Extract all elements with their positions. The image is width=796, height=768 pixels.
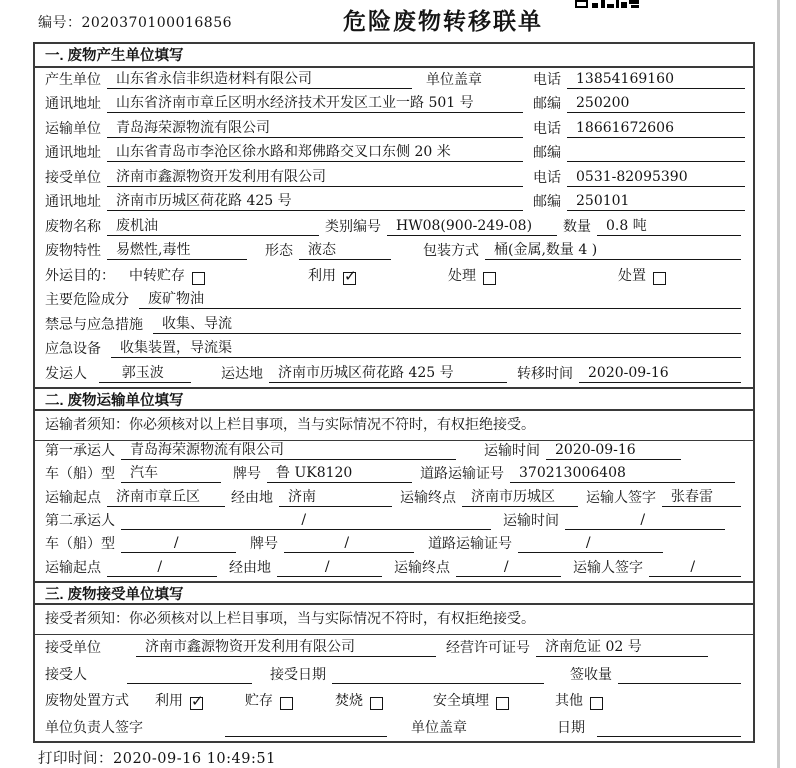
vehicle-type-label-2: 车（船）型 xyxy=(45,536,115,553)
doc-number-value: 2020370100016856 xyxy=(81,15,233,31)
qr-code-fragment xyxy=(575,0,639,10)
transfer-time-value: 2020-09-16 xyxy=(579,365,741,383)
receiver-label: 接受单位 xyxy=(45,169,101,186)
waste-form-label: 形态 xyxy=(265,243,293,259)
unit-stamp-label: 单位盖章 xyxy=(426,71,482,88)
disposal-option-storage-label: 贮存 xyxy=(245,693,273,710)
receiver-phone-label: 电话 xyxy=(533,169,561,186)
hazard-label: 主要危险成分 xyxy=(45,292,129,308)
transporter-zip-value xyxy=(567,144,745,162)
disposal-incinerate-checkbox xyxy=(370,697,383,710)
row-producer xyxy=(35,68,753,93)
row-hazard-components xyxy=(35,289,753,314)
row-vehicle-1 xyxy=(35,464,753,487)
row-shipper xyxy=(35,362,753,387)
route-origin-value-2: / xyxy=(107,559,217,577)
producer-value: 山东省永信非织造材料有限公司 xyxy=(107,71,412,89)
row-first-carrier xyxy=(35,441,753,464)
destination-label: 运达地 xyxy=(221,365,263,382)
second-carrier-label: 第二承运人 xyxy=(45,513,115,530)
transporter-phone-value: 18661672606 xyxy=(567,120,745,138)
taboo-label: 禁忌与应急措施 xyxy=(45,316,143,333)
receiver-notice-text: 接受者须知：你必须核对以上栏目事项，当与实际情况不符时，有权拒绝接受。 xyxy=(45,610,535,627)
transporter-address-value: 山东省青岛市李沧区徐水路和郑佛路交叉口东侧 20 米 xyxy=(107,144,523,162)
purpose-dispose-checkbox xyxy=(653,272,666,285)
route-end-label-1: 运输终点 xyxy=(400,489,456,506)
road-permit-value-1: 370213006408 xyxy=(510,465,735,483)
taboo-value: 收集、导流 xyxy=(153,316,741,334)
packing-value: 桶(金属,数量 4 ) xyxy=(485,242,741,260)
row-waste-props xyxy=(35,240,753,265)
plate-value-1: 鲁 UK8120 xyxy=(267,465,412,483)
disposal-option-incinerate-label: 焚烧 xyxy=(335,693,363,710)
route-via-value-2: / xyxy=(277,559,382,577)
road-permit-value-2: / xyxy=(518,535,663,553)
purpose-use-checkbox xyxy=(343,272,356,285)
purpose-option-dispose xyxy=(618,268,666,285)
purpose-option-dispose-label: 处置 xyxy=(618,267,646,284)
page-edge-line xyxy=(777,0,780,768)
waste-category-value: HW08(900-249-08) xyxy=(387,218,557,236)
row-transfer-purpose xyxy=(35,264,753,289)
row-receiver xyxy=(35,166,753,191)
purpose-option-storage xyxy=(129,268,205,285)
producer-phone-label: 电话 xyxy=(533,71,561,88)
transporter-label: 运输单位 xyxy=(45,120,101,137)
received-qty-value xyxy=(618,666,741,684)
destination-value: 济南市历城区荷花路 425 号 xyxy=(269,365,507,383)
license-label: 经营许可证号 xyxy=(446,640,530,657)
row-accept-unit xyxy=(35,635,753,662)
row-route-1 xyxy=(35,487,753,510)
transport-time-value-2: / xyxy=(565,512,725,530)
transporter-phone-label: 电话 xyxy=(533,120,561,137)
shipper-value: 郭玉波 xyxy=(99,365,191,383)
carrier-sign-label-1: 运输人签字 xyxy=(586,489,656,506)
transfer-form-table xyxy=(33,42,755,743)
purpose-option-use-label: 利用 xyxy=(308,267,336,284)
doc-number xyxy=(38,12,232,32)
waste-props-value: 易燃性,毒性 xyxy=(107,242,247,260)
waste-qty-value: 0.8 吨 xyxy=(597,218,741,236)
row-receiver-notice xyxy=(35,605,753,635)
purpose-treat-checkbox xyxy=(483,272,496,285)
waste-name-value: 废机油 xyxy=(107,218,319,236)
vehicle-type-value-1: 汽车 xyxy=(121,465,221,483)
disposal-landfill-checkbox xyxy=(496,697,509,710)
shipper-label: 发运人 xyxy=(45,365,87,382)
disposal-option-use-label: 利用 xyxy=(155,693,183,710)
route-end-label-2: 运输终点 xyxy=(394,559,450,576)
route-origin-value-1: 济南市章丘区 xyxy=(107,489,225,507)
transporter-notice-text: 运输者须知：你必须核对以上栏目事项，当与实际情况不符时，有权拒绝接受。 xyxy=(45,416,535,433)
first-carrier-label: 第一承运人 xyxy=(45,442,115,459)
route-via-label-2: 经由地 xyxy=(229,559,271,576)
purpose-label: 外运目的： xyxy=(45,267,115,284)
emergency-equipment-value: 收集装置，导流渠 xyxy=(111,340,741,358)
row-transporter xyxy=(35,117,753,142)
responsible-sign-label: 单位负责人签字 xyxy=(45,719,143,736)
section-1-header: 一. 废物产生单位填写 xyxy=(35,44,753,68)
transporter-address-label: 通讯地址 xyxy=(45,145,101,161)
accept-unit-label: 接受单位 xyxy=(45,640,101,657)
road-permit-label-1: 道路运输证号 xyxy=(420,466,504,483)
section-3-header: 三. 废物接受单位填写 xyxy=(35,581,753,605)
purpose-option-treat xyxy=(448,268,496,285)
sign-date-value xyxy=(597,719,741,737)
row-disposal-method xyxy=(35,688,753,715)
route-via-label-1: 经由地 xyxy=(231,489,273,506)
row-route-2 xyxy=(35,557,753,580)
waste-qty-label: 数量 xyxy=(563,218,591,235)
route-via-value-1: 济南 xyxy=(279,489,392,507)
waste-props-label: 废物特性 xyxy=(45,243,101,259)
disposal-option-landfill xyxy=(433,693,509,710)
accept-unit-value: 济南市鑫源物资开发利用有限公司 xyxy=(136,639,436,657)
disposal-option-storage xyxy=(245,693,293,710)
print-time: 打印时间：2020-09-16 10:49:51 xyxy=(38,751,276,767)
road-permit-label-2: 道路运输证号 xyxy=(428,536,512,553)
page-title: 危险废物转移联单 xyxy=(343,8,543,34)
producer-phone-value: 13854169160 xyxy=(567,71,745,89)
received-qty-label: 签收量 xyxy=(570,666,612,683)
transport-time-value-1: 2020-09-16 xyxy=(546,442,681,460)
receiver-zip-label: 邮编 xyxy=(533,194,561,210)
route-origin-label-1: 运输起点 xyxy=(45,489,101,506)
carrier-sign-label-2: 运输人签字 xyxy=(573,559,643,576)
disposal-option-landfill-label: 安全填埋 xyxy=(433,693,489,710)
license-value: 济南危证 02 号 xyxy=(536,639,708,657)
waste-category-label: 类别编号 xyxy=(325,218,381,235)
carrier-sign-value-1: 张春雷 xyxy=(662,489,741,507)
disposal-option-incinerate xyxy=(335,693,383,710)
transfer-time-label: 转移时间 xyxy=(517,365,573,382)
row-taboo-measures xyxy=(35,313,753,338)
disposal-use-checkbox xyxy=(190,697,203,710)
producer-address-label: 通讯地址 xyxy=(45,96,101,112)
transport-time-label-2: 运输时间 xyxy=(503,513,559,530)
accept-person-value xyxy=(127,666,252,684)
transporter-value: 青岛海荣源物流有限公司 xyxy=(107,120,523,138)
row-receiver-address xyxy=(35,191,753,216)
accept-date-label: 接受日期 xyxy=(270,666,326,683)
receiver-address-value: 济南市历城区荷花路 425 号 xyxy=(107,193,523,211)
vehicle-type-value-2: / xyxy=(121,535,236,553)
waste-name-label: 废物名称 xyxy=(45,218,101,235)
disposal-method-label: 废物处置方式 xyxy=(45,693,129,710)
producer-zip-value: 250200 xyxy=(567,95,745,113)
row-producer-address xyxy=(35,93,753,118)
second-carrier-value: / xyxy=(121,512,491,530)
row-vehicle-2 xyxy=(35,534,753,557)
carrier-sign-value-2: / xyxy=(649,559,741,577)
unit-stamp-label-2: 单位盖章 xyxy=(411,719,467,736)
waste-form-value: 液态 xyxy=(299,242,391,260)
disposal-option-other xyxy=(555,693,603,710)
row-transporter-notice xyxy=(35,411,753,441)
plate-label-2: 牌号 xyxy=(250,536,278,553)
accept-person-label: 接受人 xyxy=(45,666,87,683)
row-accept-person xyxy=(35,661,753,688)
purpose-storage-checkbox xyxy=(192,272,205,285)
receiver-address-label: 通讯地址 xyxy=(45,194,101,210)
first-carrier-value: 青岛海荣源物流有限公司 xyxy=(121,442,456,460)
receiver-value: 济南市鑫源物资开发利用有限公司 xyxy=(107,169,523,187)
disposal-option-other-label: 其他 xyxy=(555,693,583,710)
disposal-storage-checkbox xyxy=(280,697,293,710)
section-2-header: 二. 废物运输单位填写 xyxy=(35,387,753,411)
receiver-zip-value: 250101 xyxy=(567,193,745,211)
row-transporter-address xyxy=(35,142,753,167)
doc-number-label: 编号： xyxy=(38,15,82,31)
transporter-zip-label: 邮编 xyxy=(533,145,561,161)
purpose-option-treat-label: 处理 xyxy=(448,267,476,284)
emergency-equipment-label: 应急设备 xyxy=(45,341,101,357)
sign-date-label: 日期 xyxy=(557,719,585,736)
route-end-value-2: / xyxy=(456,559,561,577)
row-waste-name xyxy=(35,215,753,240)
hazard-value: 废矿物油 xyxy=(139,291,741,309)
accept-date-value xyxy=(332,666,544,684)
vehicle-type-label-1: 车（船）型 xyxy=(45,466,115,483)
purpose-option-storage-label: 中转贮存 xyxy=(129,267,185,284)
purpose-option-use xyxy=(308,268,356,285)
plate-value-2: / xyxy=(284,535,414,553)
producer-zip-label: 邮编 xyxy=(533,96,561,112)
disposal-other-checkbox xyxy=(590,697,603,710)
row-responsible-sign xyxy=(35,714,753,741)
transport-time-label-1: 运输时间 xyxy=(484,442,540,459)
producer-label: 产生单位 xyxy=(45,71,101,88)
disposal-option-use xyxy=(155,693,203,710)
plate-label-1: 牌号 xyxy=(233,466,261,483)
row-emergency-equipment xyxy=(35,338,753,363)
route-origin-label-2: 运输起点 xyxy=(45,559,101,576)
responsible-sign-value xyxy=(225,719,387,737)
route-end-value-1: 济南市历城区 xyxy=(462,489,578,507)
receiver-phone-value: 0531-82095390 xyxy=(567,169,745,187)
packing-label: 包装方式 xyxy=(423,243,479,259)
row-second-carrier xyxy=(35,511,753,534)
producer-address-value: 山东省济南市章丘区明水经济技术开发区工业一路 501 号 xyxy=(107,95,523,113)
